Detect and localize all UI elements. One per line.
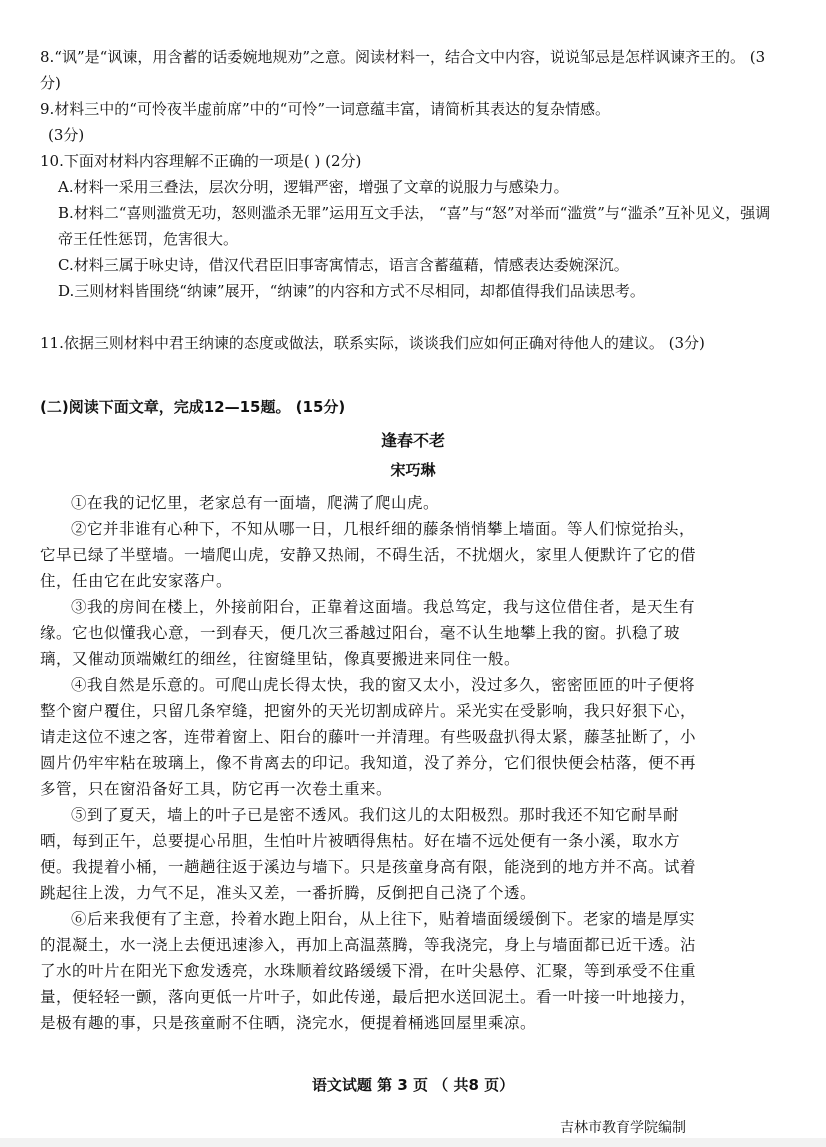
article-title: 逢春不老 [380, 431, 445, 450]
section-heading: (二)阅读下面文章，完成12—15题。 (15分) [40, 398, 346, 416]
page-footer: 语文试题 第 3 页 （ 共8 页） [311, 1076, 515, 1094]
question-8: 8.“讽”是“讽谏，用含蓄的话委婉地规劝”之意。阅读材料一，结合文中内容，说说邹忌是怎样讽谏齐王的。 (3分) [40, 48, 766, 92]
question-10-option-a: A.材料一采用三叠法，层次分明，逻辑严密，增强了文章的说服力与感染力。 [58, 178, 569, 196]
question-9-score: (3分) [48, 126, 85, 144]
question-9: 9.材料三中的“可怜夜半虚前席”中的“可怜”一词意蕴丰富，请简析其表达的复杂情感。 [40, 100, 610, 118]
publisher-credit: 吉林市教育学院编制 [560, 1120, 686, 1136]
question-10-option-b: B.材料二“喜则滥赏无功，怒则滥杀无罪”运用互文手法， “喜”与“怒”对举而“滥赏”与“滥杀”互补见义，强调帝王任性惩罚，危害很大。 [58, 204, 771, 248]
question-11: 11.依据三则材料中君王纳谏的态度或做法，联系实际，谈谈我们应如何正确对待他人的建议。 (3分) [40, 334, 705, 352]
paragraph-4: ④我自然是乐意的。可爬山虎长得太快，我的窗又太小，没过多久，密密匝匝的叶子便将整个窗户覆住，只留几条窄缝，把窗外的天光切割成碎片。采光实在受影响，我只好狠下心，请走这位不速之客，连带着窗上、阳台的藤叶一并清理。有些吸盘扒得太紧，藤茎扯断了，小圆片仍牢牢粘在玻璃上，像不肯离去的印记。我知道，没了养分，它们很快便会枯落，便不再多管，只在窗沿备好工具，防它再一次卷土重来。 [40, 676, 697, 798]
question-10-option-d: D.三则材料皆围绕“纳谏”展开，“纳谏”的内容和方式不尽相同，却都值得我们品读思考。 [58, 282, 645, 300]
paragraph-2: ②它并非谁有心种下，不知从哪一日，几根纤细的藤条悄悄攀上墙面。等人们惊觉抬头，它早已绿了半壁墙。一墙爬山虎，安静又热闹，不碍生活，不扰烟火，家里人便默许了它的借住，任由它在此安家落户。 [40, 520, 697, 590]
paragraph-6: ⑥后来我便有了主意，拎着水跑上阳台，从上往下，贴着墙面缓缓倒下。老家的墙是厚实的混凝土，水一浇上去便迅速渗入，再加上高温蒸腾，等我浇完，身上与墙面都已近干透。沾了水的叶片在阳光下愈发透亮，水珠顺着纹路缓缓下滑，在叶尖悬停、汇聚，等到承受不住重量，便轻轻一颤，落向更低一片叶子，如此传递，最后把水送回泥土。看一叶接一叶地接力，是极有趣的事，只是孩童耐不住晒，浇完水，便提着桶逃回屋里乘凉。 [40, 910, 697, 1032]
question-10: 10.下面对材料内容理解不正确的一项是( ) (2分) [40, 152, 362, 170]
bottom-divider [0, 1138, 826, 1147]
paragraph-5: ⑤到了夏天，墙上的叶子已是密不透风。我们这儿的太阳极烈。那时我还不知它耐旱耐晒，每到正午，总要提心吊胆，生怕叶片被晒得焦枯。好在墙不远处便有一条小溪，取水方便。我提着小桶，一趟趟往返于溪边与墙下。只是孩童身高有限，能浇到的地方并不高。试着跳起往上泼，力气不足，准头又差，一番折腾，反倒把自己浇了个透。 [40, 806, 697, 902]
question-10-option-c: C.材料三属于咏史诗，借汉代君臣旧事寄寓情志，语言含蓄蕴藉，情感表达委婉深沉。 [58, 256, 629, 274]
article-author: 宋巧琳 [390, 461, 436, 479]
paragraph-3: ③我的房间在楼上，外接前阳台，正靠着这面墙。我总笃定，我与这位借住者，是天生有缘。它也似懂我心意，一到春天，便几次三番越过阳台，毫不认生地攀上我的窗。扒稳了玻璃，又催动顶端嫩红的细丝，往窗缝里钻，像真要搬进来同住一般。 [40, 598, 696, 668]
paragraph-1: ①在我的记忆里，老家总有一面墙，爬满了爬山虎。 [71, 494, 440, 512]
